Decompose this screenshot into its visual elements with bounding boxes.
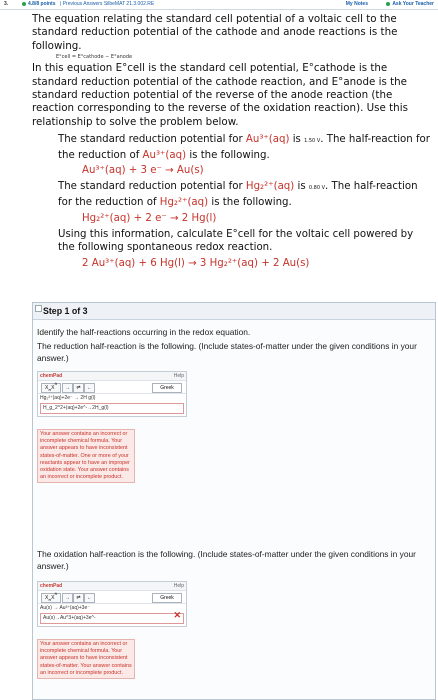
- overall-reaction: 2 Au³⁺(aq) + 6 Hg(l) → 3 Hg₂²⁺(aq) + 2 Au(s): [82, 257, 310, 269]
- question-header: [0, 0, 438, 10]
- answer-preview: Au(s) → Au³⁺(aq)+3e⁻: [40, 605, 90, 611]
- status-dot-icon: [22, 2, 26, 6]
- using-text: Using this information, calculate E°cell for the voltaic cell powered by the following spontaneous redox reaction.: [58, 228, 414, 254]
- error-message: Your answer contains an incorrect or incomplete chemical formula. Your answer appears to have inconsistent states-of-matter. Your answer contains an incorrect or incomplete product.: [37, 639, 135, 679]
- answer-input[interactable]: H_g_2^2+(aq)+2e^-→2H_g(l): [40, 403, 184, 414]
- back-arrow-icon[interactable]: ←: [84, 593, 95, 603]
- chempad-title: chemPad: [40, 373, 63, 379]
- help-button[interactable]: Help: [173, 373, 184, 379]
- chempad-reduction[interactable]: [37, 371, 187, 417]
- gold-text: The standard reduction potential for Au³⁺(aq) is 1.50 V. The half-reaction for the reduction of Au³⁺(aq) is the following.: [58, 134, 430, 161]
- answer-preview: Hg₂²⁺(aq)+2e⁻ → 2H g(l): [40, 395, 96, 401]
- previous-answers-link[interactable]: | Previous Answers SilbeMAT 21.3.002.RE: [60, 1, 155, 7]
- points-label: 4.8/8 points: [22, 0, 56, 9]
- question-content: [0, 10, 438, 273]
- mercury-potential: 0.80 V: [308, 185, 326, 192]
- equation: E°cell = E°cathode − E°anode: [56, 54, 133, 61]
- error-message: Your answer contains an incorrect or incomplete chemical formula. Your answer appears to have inconsistent states-of-matter. One or more of your reactants appear to have an improper oxidation state. Your answer contains an incorrect or incomplete product.: [37, 429, 135, 483]
- gold-potential: 1.50 V: [304, 138, 321, 145]
- sub-sup-button[interactable]: $X_{_n}X^{^n}$: [41, 593, 61, 603]
- step-panel: [32, 302, 436, 700]
- oxidation-prompt: The oxidation half-reaction is the following. (Include states-of-matter under the given conditions in your answer.): [37, 549, 416, 571]
- help-button[interactable]: Help: [173, 583, 184, 589]
- greek-dropdown[interactable]: Greek: [152, 383, 182, 393]
- ask-teacher-link[interactable]: Ask Your Teacher: [386, 0, 434, 9]
- equilibrium-icon[interactable]: ⇌: [73, 593, 84, 603]
- intro-text: The equation relating the standard cell potential of a voltaic cell to the standard reduction potential of the cathode and anode reactions is the following.: [32, 13, 398, 52]
- step-header: [33, 303, 435, 320]
- question-text: [0, 10, 438, 271]
- mercury-text: The standard reduction potential for Hg₂²⁺(aq) is 0.80 V. The half-reaction for the reduction of Hg₂²⁺(aq) is the following.: [58, 181, 418, 209]
- arrow-icon[interactable]: →: [62, 593, 73, 603]
- collapse-icon[interactable]: [35, 305, 42, 312]
- explain-text: In this equation E°cell is the standard cell potential, E°cathode is the standard reduction potential of the cathode reaction, and E°anode is the standard reduction potential of the reverse of the anode reaction (the reaction corresponding to the reverse of the oxidation reaction). Use this relationship to solve the problem below.: [32, 62, 408, 128]
- ask-icon: [386, 2, 390, 6]
- back-arrow-icon[interactable]: ←: [84, 383, 95, 393]
- mercury-reaction: Hg₂²⁺(aq) + 2 e⁻ → 2 Hg(l): [82, 212, 217, 224]
- incorrect-x-icon: ✕: [173, 610, 181, 620]
- chempad-oxidation[interactable]: [37, 581, 187, 627]
- reduction-prompt: The reduction half-reaction is the following. (Include states-of-matter under the given conditions in your answer.): [37, 341, 417, 363]
- greek-dropdown[interactable]: Greek: [152, 593, 182, 603]
- answer-input[interactable]: Au(s)→Au^3+(aq)+3e^-: [40, 613, 184, 624]
- my-notes-link[interactable]: My Notes: [345, 1, 368, 7]
- gold-reaction: Au³⁺(aq) + 3 e⁻ → Au(s): [82, 165, 204, 177]
- chempad-title: chemPad: [40, 583, 63, 589]
- identify-text: Identify the half-reactions occurring in the redox equation.: [37, 327, 251, 337]
- sub-sup-button[interactable]: $X_{_n}X^{^n}$: [41, 383, 61, 393]
- gold-block: [58, 133, 433, 271]
- question-number: 3.: [4, 1, 9, 7]
- step-title: Step 1 of 3: [43, 306, 88, 316]
- arrow-icon[interactable]: →: [62, 383, 73, 393]
- equilibrium-icon[interactable]: ⇌: [73, 383, 84, 393]
